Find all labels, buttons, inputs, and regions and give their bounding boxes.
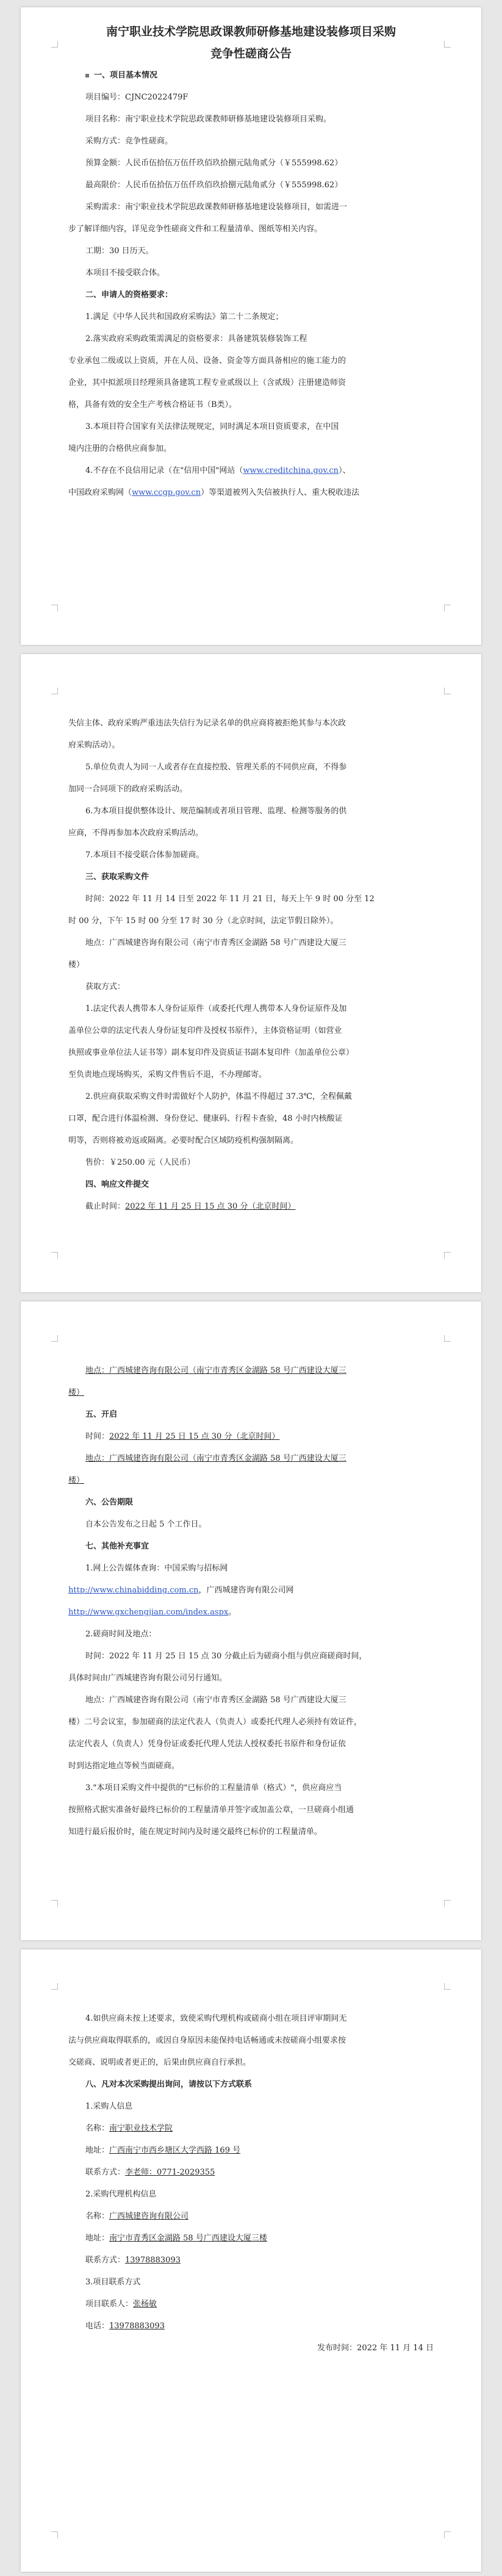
acquire-way-2: 2.供应商获取采购文件时需做好个人防护，体温不得超过 37.3℃，全程佩戴 bbox=[85, 1092, 353, 1101]
doc-title-line1: 南宁职业技术学院思政课教师研修基地建设装修项目采购 bbox=[106, 25, 396, 38]
submission-place: 地点：广西城建咨询有限公司（南宁市青秀区金湖路 58 号广西建设大厦三 bbox=[85, 1366, 346, 1375]
section-6-heading: 六、公告期限 bbox=[85, 1498, 134, 1507]
page-corner-mark bbox=[51, 1252, 58, 1259]
qualification-6-cont: 应商，不得再参加本次政府采购活动。 bbox=[68, 829, 204, 838]
section-4-heading: 四、响应文件提交 bbox=[85, 1180, 149, 1189]
acquire-way-1-cont: 盖单位公章的法定代表人身份证复印件及授权书原件），主体资格证明（如营业 bbox=[68, 1026, 342, 1035]
acquire-place: 地点：广西城建咨询有限公司（南宁市青秀区金湖路 58 号广西建设大厦三 bbox=[85, 938, 346, 948]
page-corner-mark bbox=[444, 2531, 451, 2538]
qualification-5-cont: 加同一合同项下的政府采购活动。 bbox=[68, 785, 188, 794]
qualification-2-cont: 专业承包二级或以上资质，并在人员、设备、资金等方面具备相应的施工能力的 bbox=[68, 356, 346, 365]
other-2-place-cont: 法定代表人（负责人）凭身份证或委托代理人凭法人授权委托书原件和身份证依 bbox=[68, 1740, 346, 1749]
procurement-requirement-cont: 步了解详细内容，详见竞争性磋商文件和工程量清单、图纸等相关内容。 bbox=[68, 225, 323, 234]
other-1-cont: http://www.gxchengjian.com/index.aspx。 bbox=[68, 1608, 237, 1617]
qualification-4: 4.不存在不良信用记录（在"信用中国"网站（www.creditchina.gov.cn）、 bbox=[85, 466, 351, 475]
contact-3-heading: 3.项目联系方式 bbox=[85, 2278, 141, 2287]
page-corner-mark bbox=[51, 1335, 58, 1342]
publish-date: 发布时间：2022 年 11 月 14 日 bbox=[317, 2344, 434, 2353]
page-4 bbox=[21, 1949, 481, 2572]
procurement-method: 采购方式：竞争性磋商。 bbox=[85, 137, 173, 146]
construction-period: 工期：30 日历天。 bbox=[85, 246, 154, 256]
budget-amount: 预算金额：人民币伍拾伍万伍仟玖佰玖拾捌元陆角贰分（￥555998.62） bbox=[85, 159, 343, 168]
max-price: 最高限价：人民币伍拾伍万伍仟玖佰玖拾捌元陆角贰分（￥555998.62） bbox=[85, 181, 343, 190]
qualification-4-cont: 府采购活动）。 bbox=[68, 741, 120, 750]
acquire-time-cont: 时 00 分，下午 15 时 00 分至 17 时 30 分（北京时间，法定节假日除外）。 bbox=[68, 916, 339, 926]
doc-title-line2: 竞争性磋商公告 bbox=[210, 47, 292, 60]
gxchengjian-link[interactable]: http://www.gxchengjian.com/index.aspx bbox=[68, 1608, 229, 1617]
opening-place: 地点：广西城建咨询有限公司（南宁市青秀区金湖路 58 号广西建设大厦三 bbox=[85, 1454, 346, 1463]
acquire-way-2-cont: 口罩，配合进行体温检测、身份登记、健康码、行程卡查验，48 小时内核酸证 bbox=[68, 1114, 343, 1123]
announcement-term: 自本公告发布之日起 5 个工作日。 bbox=[85, 1520, 207, 1529]
document-price: 售价：￥250.00 元（人民币） bbox=[85, 1158, 195, 1167]
section-2-heading: 二、申请人的资格要求： bbox=[85, 290, 173, 300]
acquire-place-cont: 楼） bbox=[68, 960, 85, 970]
section-8-heading: 八、凡对本次采购提出询问，请按以下方式联系 bbox=[85, 2080, 253, 2089]
other-4: 4.如供应商未按上述要求，致使采购代理机构或磋商小组在项目评审期间无 bbox=[85, 2014, 347, 2023]
project-name: 项目名称：南宁职业技术学院思政课教师研修基地建设装修项目采购。 bbox=[85, 115, 332, 124]
other-2-time: 时间：2022 年 11 月 25 日 15 点 30 分截止后为磋商小组与供应商磋商时间， bbox=[85, 1652, 367, 1661]
qualification-2-cont: 格，具备有效的安全生产考核合格证书（B类）。 bbox=[68, 400, 237, 409]
other-4-cont: 交磋商、说明或者更正的，后果由供应商自行承担。 bbox=[68, 2058, 251, 2067]
qualification-6: 6.为本项目提供整体设计、规范编制或者项目管理、监理、检测等服务的供 bbox=[85, 807, 347, 816]
qualification-3-cont: 境内注册的合格供应商参加。 bbox=[68, 444, 172, 453]
other-3-cont: 知进行最后报价时，能在规定时间内及时递交最终已标价的工程量清单。 bbox=[68, 1827, 323, 1837]
project-contact-person: 项目联系人：张杨敏 bbox=[85, 2300, 157, 2309]
page-corner-mark bbox=[51, 2531, 58, 2538]
acquire-way-label: 获取方式： bbox=[85, 982, 126, 991]
creditchina-link[interactable]: www.creditchina.gov.cn bbox=[243, 466, 339, 475]
contact-1-heading: 1.采购人信息 bbox=[85, 2102, 133, 2111]
other-2-place-cont: 楼）二号会议室，参加磋商的法定代表人（负责人）或委托代理人必须持有效证件， bbox=[68, 1718, 362, 1727]
project-no: 项目编号：CJNC2022479F bbox=[85, 93, 188, 102]
agency-contact: 联系方式：13978883093 bbox=[85, 2256, 181, 2265]
other-2-place: 地点：广西城建咨询有限公司（南宁市青秀区金湖路 58 号广西建设大厦三 bbox=[85, 1696, 346, 1705]
purchaser-contact: 联系方式：李老师：0771-2029355 bbox=[85, 2168, 215, 2177]
page-2 bbox=[21, 654, 481, 1292]
other-2-place-cont: 时到达指定地点等候当面磋商。 bbox=[68, 1761, 180, 1771]
purchaser-address: 地址：广西南宁市西乡塘区大学西路 169 号 bbox=[85, 2146, 241, 2155]
acquire-way-1-cont: 至负责地点现场购买，采购文件售后不退，不办理邮寄。 bbox=[68, 1070, 267, 1079]
page-corner-mark bbox=[444, 1900, 451, 1907]
other-3-cont: 按照格式据实准备好最终已标价的工程量清单并签字或加盖公章，一旦磋商小组通 bbox=[68, 1805, 354, 1815]
other-3: 3."本项目采购文件中提供的"已标价的工程量清单（格式）"，供应商应当 bbox=[85, 1783, 342, 1793]
acquire-time: 时间：2022 年 11 月 14 日至 2022 年 11 月 21 日，每天上午 9 时 00 分至 12 bbox=[85, 894, 375, 904]
opening-time: 时间：2022 年 11 月 25 日 15 点 30 分（北京时间） bbox=[85, 1432, 280, 1441]
acquire-way-1: 1.法定代表人携带本人身份证原件（或委托代理人携带本人身份证原件及加 bbox=[85, 1004, 347, 1013]
page-corner-mark bbox=[51, 688, 58, 694]
page-corner-mark bbox=[444, 1335, 451, 1342]
section-7-heading: 七、其他补充事宜 bbox=[85, 1542, 149, 1551]
qualification-2: 2.落实政府采购政策需满足的资格要求：具备建筑装修装饰工程 bbox=[85, 334, 307, 344]
page-corner-mark bbox=[51, 1900, 58, 1907]
page-corner-mark bbox=[444, 605, 451, 611]
qualification-7: 7.本项目不接受联合体参加磋商。 bbox=[85, 851, 204, 860]
page-corner-mark bbox=[444, 688, 451, 694]
section-3-heading: 三、获取采购文件 bbox=[85, 872, 149, 882]
chinabidding-link[interactable]: http://www.chinabidding.com.cn bbox=[68, 1586, 199, 1595]
submission-deadline: 截止时间：2022 年 11 月 25 日 15 点 30 分（北京时间） bbox=[85, 1202, 296, 1211]
qualification-4-cont: 失信主体、政府采购严重违法失信行为记录名单的供应商将被拒绝其参与本次政 bbox=[68, 719, 346, 728]
no-consortium-note: 本项目不接受联合体。 bbox=[85, 268, 165, 278]
page-1 bbox=[21, 7, 481, 645]
other-2-time-cont: 具体时间由广西城建咨询有限公司另行通知。 bbox=[68, 1674, 228, 1683]
qualification-2-cont: 企业，其中拟派项目经理须具备建筑工程专业贰级以上（含贰级）注册建造师资 bbox=[68, 378, 346, 387]
other-1-cont: http://www.chinabidding.com.cn，广西城建咨询有限公司网 bbox=[68, 1586, 294, 1595]
submission-place-cont: 楼） bbox=[68, 1388, 85, 1397]
qualification-1: 1.满足《中华人民共和国政府采购法》第二十二条规定； bbox=[85, 312, 284, 322]
opening-place-cont: 楼） bbox=[68, 1476, 85, 1485]
agency-address: 地址：南宁市青秀区金湖路 58 号广西建设大厦三楼 bbox=[85, 2234, 267, 2243]
bullet-icon bbox=[85, 74, 89, 77]
contact-2-heading: 2.采购代理机构信息 bbox=[85, 2190, 157, 2199]
section-1-heading: 一、项目基本情况 bbox=[68, 65, 434, 87]
page-corner-mark bbox=[51, 1983, 58, 1990]
procurement-requirement: 采购需求：南宁职业技术学院思政课教师研修基地建设装修项目，如需进一 bbox=[85, 203, 348, 212]
other-4-cont: 法与供应商取得联系的，或因自身原因未能保持电话畅通或未按磋商小组要求按 bbox=[68, 2036, 346, 2045]
acquire-way-2-cont: 明等，否则将被劝返或隔离。必要时配合区域防疫机构强制隔离。 bbox=[68, 1136, 299, 1145]
page-corner-mark bbox=[444, 1983, 451, 1990]
page-3 bbox=[21, 1301, 481, 1940]
other-1: 1.网上公告媒体查询：中国采购与招标网 bbox=[85, 1564, 228, 1573]
acquire-way-1-cont: 执照或事业单位法人证书等）副本复印件及资质证书副本复印件（加盖单位公章） bbox=[68, 1048, 354, 1057]
qualification-3: 3.本项目符合国家有关法律法规规定，同时满足本项目资质要求，在中国 bbox=[85, 422, 339, 431]
other-2: 2.磋商时间及地点： bbox=[85, 1630, 157, 1639]
section-5-heading: 五、开启 bbox=[85, 1410, 118, 1419]
qualification-4-cont: 中国政府采购网（www.ccgp.gov.cn）等渠道被列入失信被执行人、重大税收违法 bbox=[68, 488, 360, 497]
purchaser-name: 名称：南宁职业技术学院 bbox=[85, 2124, 173, 2133]
qualification-5: 5.单位负责人为同一人或者存在直接控股、管理关系的不同供应商，不得参 bbox=[85, 763, 347, 772]
project-contact-phone: 电话：13978883093 bbox=[85, 2322, 165, 2331]
page-corner-mark bbox=[444, 41, 451, 48]
page-corner-mark bbox=[51, 41, 58, 48]
agency-name: 名称：广西城建咨询有限公司 bbox=[85, 2212, 189, 2221]
ccgp-link[interactable]: www.ccgp.gov.cn bbox=[132, 488, 201, 497]
page-corner-mark bbox=[444, 1252, 451, 1259]
page-corner-mark bbox=[51, 605, 58, 611]
